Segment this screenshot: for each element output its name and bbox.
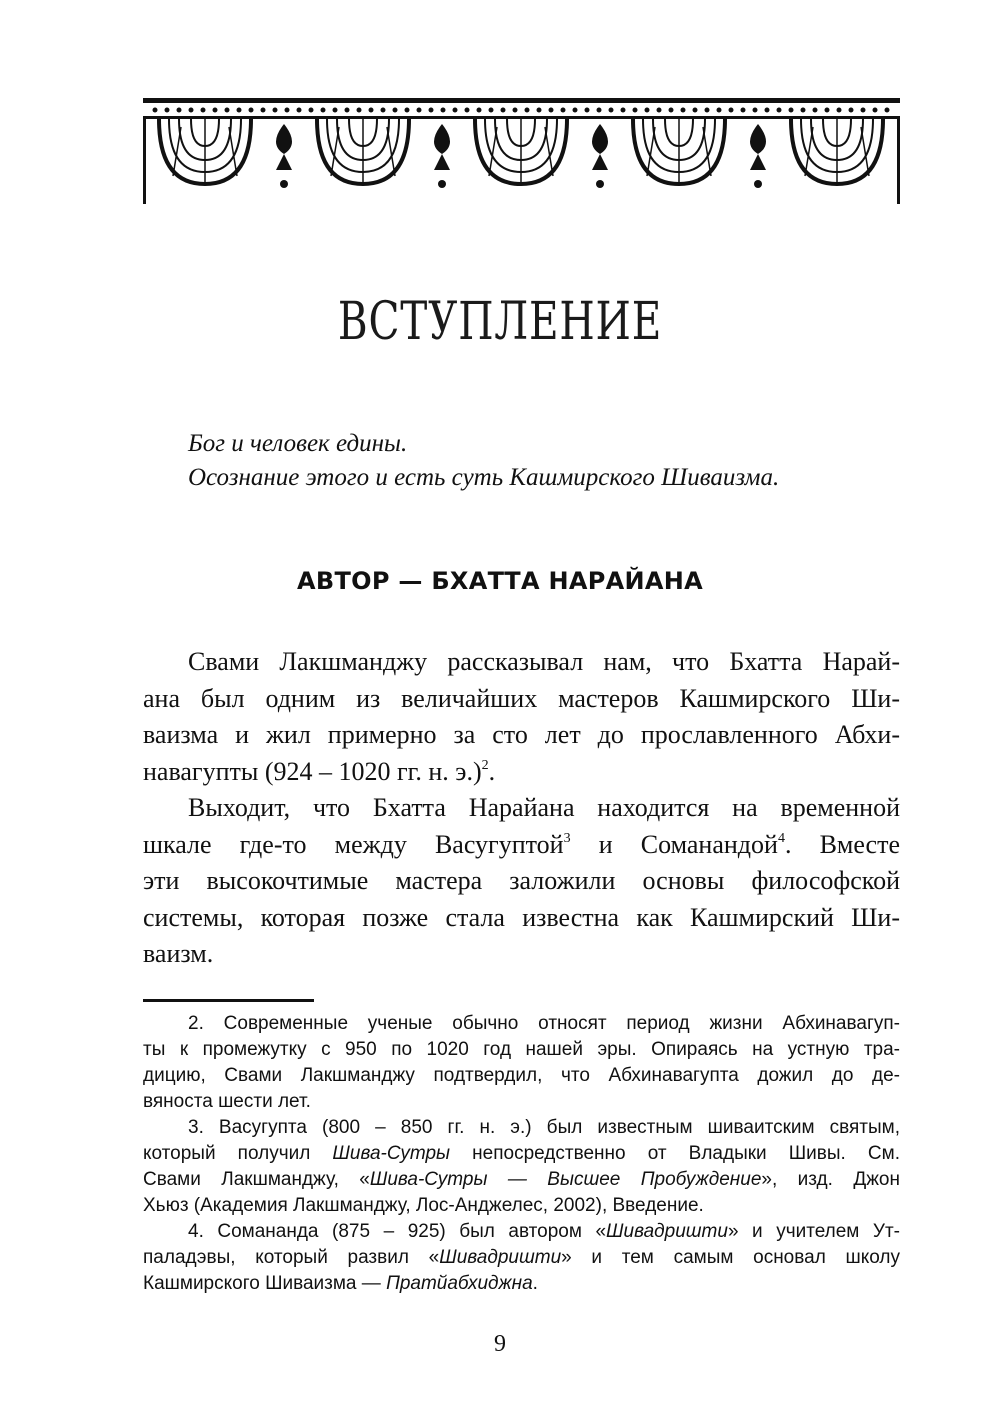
- ornament-lotus-medallions: [159, 119, 883, 184]
- footnote-line: ты к промежутку с 950 по 1020 год нашей эры. Опираясь на устную тра-: [143, 1039, 900, 1060]
- text-segment: навагупты (924 – 1020 гг. н. э.): [143, 756, 482, 786]
- footnote-separator: [143, 999, 314, 1002]
- epigraph-line: Осознание этого и есть суть Кашмирского Шиваизма.: [188, 464, 780, 491]
- footnote-ref[interactable]: 2: [481, 757, 489, 773]
- book-title: Шива-Сутры: [332, 1143, 451, 1164]
- text-segment: », изд. Джон: [761, 1169, 900, 1190]
- footnotes: [143, 1011, 900, 1297]
- footnote-line: дицию, Свами Лакшманджу подтвердил, что Абхинавагупта дожил до де-: [143, 1065, 900, 1086]
- paragraph: [143, 790, 900, 973]
- footnote-line: [143, 1245, 900, 1271]
- text-segment: .: [532, 1273, 538, 1294]
- text-segment: .: [488, 756, 496, 786]
- footnote-line: вяноста шести лет.: [143, 1091, 311, 1112]
- footnote-ref[interactable]: 4: [777, 830, 785, 846]
- text-line: системы, которая позже стала известна как Кашмирский Ши-: [143, 902, 900, 932]
- book-title: Шива-Сутры — Высшее Пробуждение: [369, 1169, 762, 1190]
- text-line: ана был одним из величайших мастеров Кашмирского Ши-: [143, 683, 900, 713]
- text-segment: паладэвы, который развил «: [143, 1247, 440, 1268]
- footnote-line: Хьюз (Академия Лакшманджу, Лос-Анджелес, 2002), Введение.: [143, 1195, 704, 1216]
- footnote-line: [143, 1219, 900, 1245]
- text-segment: который получил: [143, 1143, 333, 1164]
- body-text: [143, 644, 900, 973]
- footnote-3: [143, 1115, 900, 1219]
- text-segment: » и учителем Ут-: [727, 1221, 900, 1242]
- text-segment: 4. Сомананда (875 – 925) был автором «: [188, 1221, 607, 1242]
- text-line: Свами Лакшманджу рассказывал нам, что Бхатта Нарай-: [188, 647, 900, 676]
- text-segment: Свами Лакшманджу, «: [143, 1169, 370, 1190]
- text-segment: шкале где-то между Васугуптой: [143, 829, 564, 859]
- epigraph: [188, 427, 779, 495]
- decorative-border-ornament: [143, 96, 900, 206]
- text-line: [143, 827, 900, 864]
- section-heading: АВТОР — БХАТТА НАРАЙАНА: [296, 567, 704, 595]
- footnote-ref[interactable]: 3: [563, 830, 571, 846]
- book-title: Пратйабхиджна: [386, 1273, 533, 1294]
- text-line: ваизм.: [143, 939, 214, 968]
- text-line: [143, 754, 900, 791]
- footnote-line: 2. Современные ученые обычно относят период жизни Абхинавагуп-: [188, 1013, 900, 1034]
- text-line: эти высокочтимые мастера заложили основы философской: [143, 866, 900, 895]
- footnote-line: [143, 1271, 900, 1297]
- footnote-line: 3. Васугупта (800 – 850 гг. н. э.) был известным шиваитским святым,: [188, 1117, 900, 1138]
- text-line: Выходит, что Бхатта Нарайана находится на временной: [188, 793, 900, 822]
- footnote-2: [143, 1011, 900, 1115]
- text-segment: . Вместе: [784, 829, 901, 859]
- book-title: Шивадришти: [606, 1221, 728, 1242]
- book-title: Шивадришти: [439, 1247, 562, 1268]
- text-segment: непосредственно от Владыки Шивы. См.: [450, 1143, 900, 1164]
- footnote-line: [143, 1141, 900, 1167]
- text-line: ваизма и жил примерно за сто лет до прославленного Абхи-: [143, 720, 900, 749]
- paragraph: [143, 644, 900, 790]
- ornament-dot-row: [153, 108, 890, 113]
- text-segment: » и тем самым основал школу: [561, 1247, 900, 1268]
- text-segment: и Соманандой: [570, 829, 778, 859]
- footnote-line: [143, 1167, 900, 1193]
- chapter-title: ВСТУПЛЕНИЕ: [337, 292, 663, 352]
- text-segment: Кашмирского Шиваизма —: [143, 1273, 387, 1294]
- page-number: 9: [494, 1331, 506, 1357]
- footnote-4: [143, 1219, 900, 1297]
- epigraph-line: Бог и человек едины.: [188, 430, 408, 457]
